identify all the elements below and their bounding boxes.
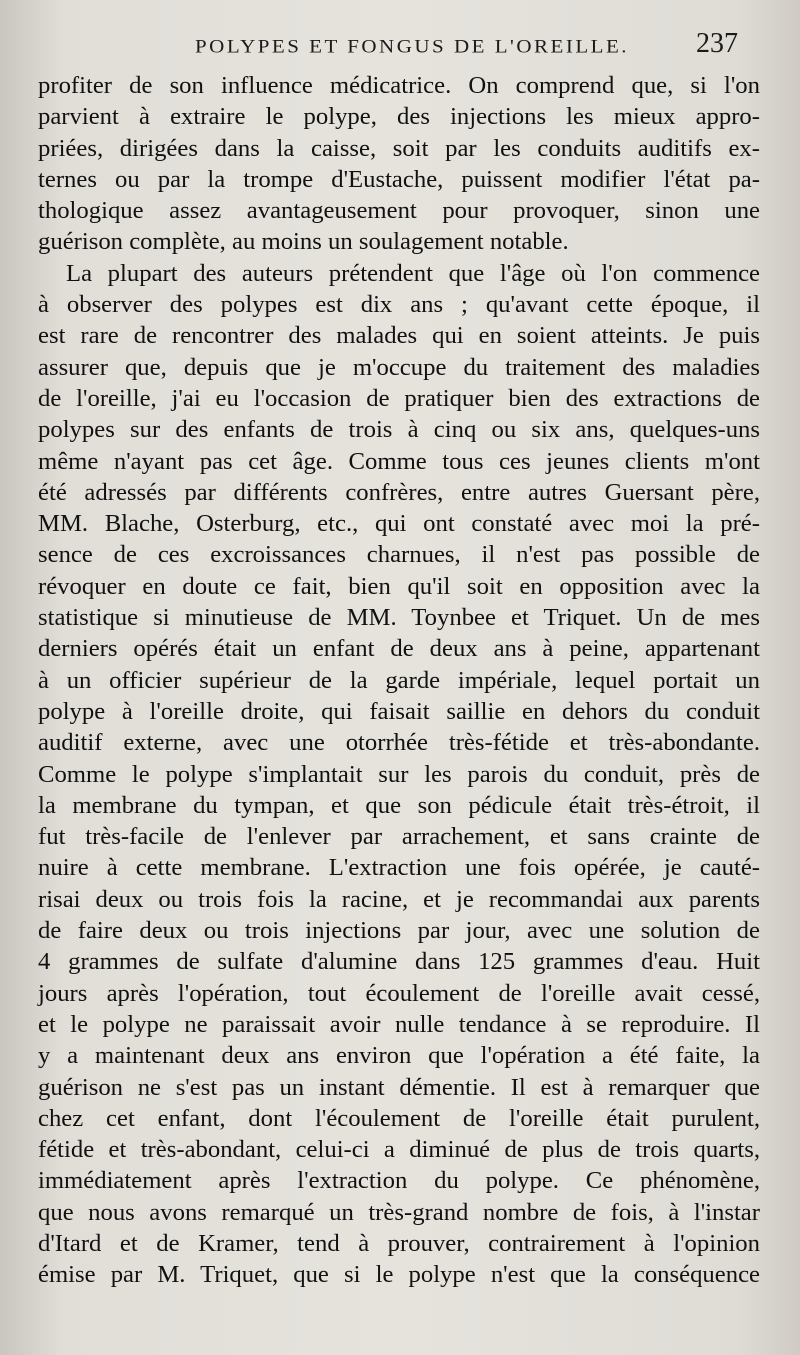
text-line: MM. Blache, Osterburg, etc., qui ont constaté avec moi la pré- [38,510,760,538]
text-line: ternes ou par la trompe d'Eustache, puissent modifier l'état pa- [38,165,760,193]
text-line: La plupart des auteurs prétendent que l'âge où l'on commence [66,259,760,287]
text-line: sence de ces excroissances charnues, il n'est pas possible de [38,541,760,569]
text-line: profiter de son influence médicatrice. On comprend que, si l'on [38,72,760,99]
text-line: risai deux ou trois fois la racine, et je recommandai aux parents [38,885,760,913]
text-line: parvient à extraire le polype, des injections les mieux appro- [38,103,760,131]
text-line: y a maintenant deux ans environ que l'opération a été faite, la [38,1042,760,1070]
text-line: et le polype ne paraissait avoir nulle tendance à se reproduire. Il [38,1010,760,1038]
text-line: de l'oreille, j'ai eu l'occasion de pratiquer bien des extractions de [38,384,760,412]
text-line: 4 grammes de sulfate d'alumine dans 125 grammes d'eau. Huit [38,948,760,976]
text-line: est rare de rencontrer des malades qui en soient atteints. Je puis [38,322,760,350]
text-line: Comme le polype s'implantait sur les parois du conduit, près de [38,760,760,788]
text-line: que nous avons remarqué un très-grand nombre de fois, à l'instar [38,1198,760,1226]
text-line: guérison complète, au moins un soulagement notable. [38,228,569,256]
text-line: polype à l'oreille droite, qui faisait saillie en dehors du conduit [38,697,760,725]
text-line: d'Itard et de Kramer, tend à prouver, contrairement à l'opinion [38,1229,760,1257]
text-line: révoquer en doute ce fait, bien qu'il soit en opposition avec la [38,572,760,600]
text-line: assurer que, depuis que je m'occupe du traitement des maladies [38,353,760,381]
text-line: émise par M. Triquet, que si le polype n'est que la conséquence [38,1261,760,1289]
text-line: priées, dirigées dans la caisse, soit par les conduits auditifs ex- [38,134,760,162]
text-line: immédiatement après l'extraction du polype. Ce phénomène, [38,1167,760,1195]
running-head: POLYPES ET FONGUS DE L'OREILLE. [195,35,630,58]
text-line: été adressés par différents confrères, entre autres Guersant père, [38,478,760,506]
text-line: fétide et très-abondant, celui-ci a diminué de plus de trois quarts, [38,1136,760,1164]
text-line: la membrane du tympan, et que son pédicule était très-étroit, il [38,791,760,819]
text-line: thologique assez avantageusement pour provoquer, sinon une [38,197,760,225]
text-line: fut très-facile de l'enlever par arrachement, et sans crainte de [38,823,760,851]
text-line: guérison ne s'est pas un instant démentie. Il est à remarquer que [38,1073,760,1101]
text-line: de faire deux ou trois injections par jour, avec une solution de [38,917,760,945]
page-header [0,28,800,68]
body-text [38,70,760,1291]
text-line: à un officier supérieur de la garde impériale, lequel portait un [38,666,760,694]
page-number: 237 [696,28,738,59]
text-line: auditif externe, avec une otorrhée très-fétide et très-abondante. [38,729,760,757]
text-line: à observer des polypes est dix ans ; qu'avant cette époque, il [38,291,760,319]
text-line: polypes sur des enfants de trois à cinq ou six ans, quelques-uns [38,416,760,444]
text-line: derniers opérés était un enfant de deux ans à peine, appartenant [38,635,760,663]
text-line: chez cet enfant, dont l'écoulement de l'oreille était purulent, [38,1104,760,1132]
text-line: même n'ayant pas cet âge. Comme tous ces jeunes clients m'ont [38,447,760,475]
text-line: statistique si minutieuse de MM. Toynbee et Triquet. Un de mes [38,604,760,632]
text-line: nuire à cette membrane. L'extraction une fois opérée, je cauté- [38,854,760,882]
text-line: jours après l'opération, tout écoulement de l'oreille avait cessé, [38,979,760,1007]
